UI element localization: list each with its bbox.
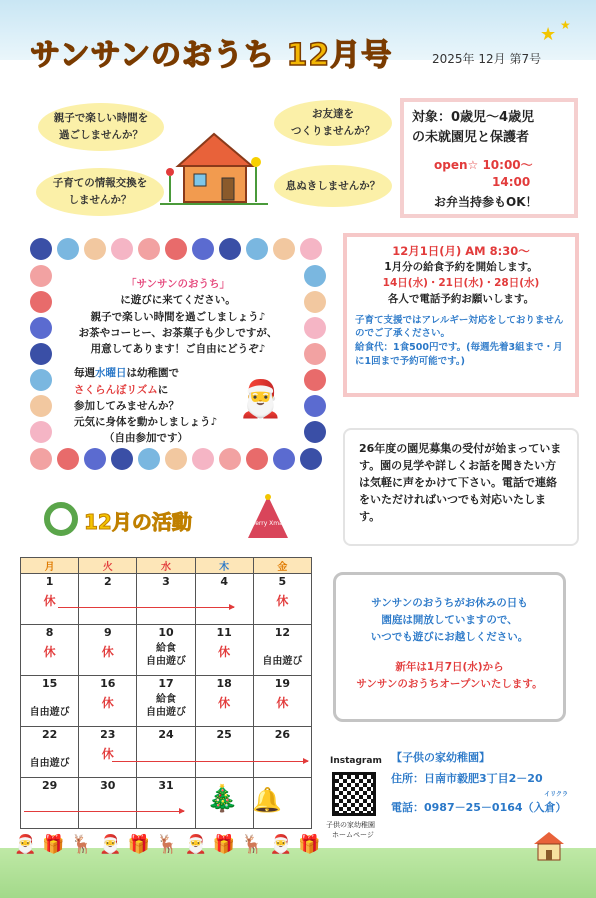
- frame-dot-icon: [30, 448, 52, 470]
- holiday-line: サンサンのおうちオープンいたします。: [356, 678, 543, 691]
- newsletter-title: サンサンのおうち 12月号: [30, 38, 393, 73]
- lunch-info-box: [343, 233, 579, 397]
- calendar-day-cell: [253, 574, 311, 625]
- welcome-line: 毎週: [74, 367, 95, 380]
- frame-dot-icon: [273, 448, 295, 470]
- frame-dot-icon: [304, 369, 326, 391]
- day-activity: 休: [43, 645, 56, 659]
- calendar-day-cell: [137, 778, 195, 829]
- xmas-tree-card-icon: [246, 494, 290, 540]
- calendar-week-row: [21, 625, 312, 676]
- day-number: 17: [158, 677, 174, 690]
- calendar-day-cell: [253, 676, 311, 727]
- day-number: 10: [158, 626, 174, 639]
- day-number: 1: [45, 575, 54, 588]
- qr-code[interactable]: [332, 772, 376, 816]
- frame-dot-icon: [304, 265, 326, 287]
- frame-dot-icon: [246, 448, 268, 470]
- target-hours-box: [400, 98, 578, 218]
- day-number: 16: [100, 677, 116, 690]
- day-activity: 休: [43, 594, 56, 608]
- calendar-day-cell: [21, 727, 79, 778]
- recruitment-notice: 26年度の園児募集の受付が始まっています。園の見学や詳しくお話を聞きたい方は気軽に声をかけて下さい。電話で連絡をいただければいつでも対応いたします。: [343, 428, 579, 546]
- calendar-day-cell: [137, 625, 195, 676]
- day-number: 31: [158, 779, 174, 792]
- calendar-day-cell: [21, 778, 79, 829]
- welcome-line: は幼稚園で: [126, 367, 179, 380]
- issue-number: 2025年 12月 第7号: [432, 52, 542, 66]
- welcome-line: に遊びに来てください。: [120, 294, 236, 307]
- rhythm-name: さくらんぼリズム: [74, 383, 158, 396]
- frame-dot-icon: [30, 395, 52, 417]
- frame-dot-icon: [165, 238, 187, 260]
- calendar-day-cell: [253, 727, 311, 778]
- day-number: 23: [100, 728, 116, 741]
- day-number: 9: [103, 626, 112, 639]
- frame-dot-icon: [273, 238, 295, 260]
- calendar-day-cell: [137, 727, 195, 778]
- calendar-week-row: [21, 727, 312, 778]
- holiday-line: いつでも遊びにお越しください。: [370, 630, 529, 643]
- day-number: 30: [100, 779, 116, 792]
- contact-info: [391, 748, 576, 819]
- calendar-day-cell: [195, 676, 253, 727]
- day-number: 22: [41, 728, 58, 741]
- welcome-line: に: [157, 383, 169, 396]
- xmas-card-text: Merry Xmas: [250, 520, 286, 527]
- allergy-note: 子育て支援ではアレルギー対応をしておりませんのでご了承ください。: [355, 314, 564, 340]
- calendar-day-cell: [79, 574, 137, 625]
- welcome-line: 参加してみませんか？: [74, 399, 179, 412]
- kindergarten-name: 【子供の家幼稚園】: [391, 751, 490, 764]
- xmas-decoration-row: 🎅🎁🦌🎅🎁🦌🎅🎁🦌🎅🎁: [14, 834, 327, 855]
- calendar-day-cell: [195, 727, 253, 778]
- target-line-1: 対象：0歳児～4歳児: [412, 110, 535, 125]
- frame-dot-icon: [57, 448, 79, 470]
- lunch-fee: 給食代：1食500円です。(毎週先着3組まで・月に1回まで予約可能です。): [355, 342, 563, 367]
- welcome-line: 元気に身体を動かしましょう♪: [74, 416, 218, 429]
- lunch-line: 1月分の給食予約を開始します。: [384, 261, 538, 274]
- frame-dot-icon: [300, 448, 322, 470]
- calendar-day-cell: [253, 625, 311, 676]
- frame-dot-icon: [138, 238, 160, 260]
- house-illustration: [160, 128, 268, 212]
- wednesday-label: 水曜日: [95, 367, 127, 380]
- calendar-day-cell: [195, 574, 253, 625]
- day-activity: 休: [101, 645, 114, 659]
- calendar-day-cell: [137, 676, 195, 727]
- small-house-icon: [532, 830, 566, 862]
- star-icon: ★: [540, 24, 557, 45]
- wreath-icon: [44, 502, 78, 536]
- calendar-day-cell: [79, 727, 137, 778]
- day-activity: 休: [276, 696, 289, 710]
- day-number: 26: [274, 728, 291, 741]
- activities-title: 12月の活動: [84, 510, 192, 534]
- day-activity: 自由遊び: [262, 656, 303, 667]
- weekday-thu: 木: [195, 558, 253, 574]
- bubble-take-a-break: 息ぬきしませんか？: [274, 165, 392, 207]
- day-activity: 休: [218, 645, 231, 659]
- day-number: 3: [162, 575, 170, 588]
- calendar-week-row: [21, 574, 312, 625]
- calendar-day-cell: [21, 574, 79, 625]
- day-activity: 給食 自由遊び: [145, 643, 186, 667]
- day-activity: 休: [218, 696, 231, 710]
- frame-dot-icon: [111, 448, 133, 470]
- day-activity: 給食 自由遊び: [145, 694, 186, 718]
- frame-dot-icon: [57, 238, 79, 260]
- day-activity: 休: [276, 594, 289, 608]
- frame-dot-icon: [30, 317, 52, 339]
- day-number: 15: [41, 677, 58, 690]
- bubble-info-exchange: 子育ての情報交換を しませんか？: [36, 168, 164, 216]
- frame-dot-icon: [84, 238, 106, 260]
- frame-dot-icon: [30, 265, 52, 287]
- frame-dot-icon: [246, 238, 268, 260]
- holiday-line: サンサンのおうちがお休みの日も: [371, 597, 528, 609]
- holiday-span-arrow: [24, 811, 184, 812]
- frame-dot-icon: [304, 343, 326, 365]
- calendar-day-cell: [79, 778, 137, 829]
- frame-dot-icon: [304, 421, 326, 443]
- weekday-tue: 火: [79, 558, 137, 574]
- phone-number[interactable]: 電話：0987－25－0164（入倉）: [391, 800, 567, 814]
- holiday-line: 新年は1月7日(水)から: [395, 661, 504, 674]
- calendar-day-cell: [195, 625, 253, 676]
- day-activity: 休: [101, 747, 114, 761]
- frame-dot-icon: [192, 238, 214, 260]
- qr-caption: ホームページ: [332, 831, 374, 839]
- day-number: 19: [274, 677, 291, 690]
- qr-caption: 子供の家幼稚園: [326, 821, 375, 829]
- day-number: 5: [278, 575, 287, 588]
- bento-note: お弁当持参もOK！: [434, 194, 538, 209]
- welcome-line: お茶やコーヒー、お茶菓子も少しですが、: [78, 326, 278, 339]
- day-activity: 自由遊び: [29, 707, 70, 718]
- frame-dot-icon: [304, 317, 326, 339]
- frame-dot-icon: [30, 238, 52, 260]
- frame-dot-icon: [219, 448, 241, 470]
- day-number: 4: [220, 575, 228, 588]
- close-time: 14:00: [492, 174, 531, 189]
- bell-wreath-icon: 🔔: [252, 786, 282, 814]
- day-activity: 休: [101, 696, 114, 710]
- frame-dot-icon: [111, 238, 133, 260]
- calendar-day-cell: [21, 625, 79, 676]
- welcome-line: 「サンサンのおうち」: [126, 278, 230, 290]
- frame-dot-icon: [30, 291, 52, 313]
- day-number: 25: [216, 728, 232, 741]
- frame-dot-icon: [192, 448, 214, 470]
- bubble-make-friends: お友達を つくりませんか？: [274, 100, 392, 146]
- frame-dot-icon: [304, 395, 326, 417]
- weekday-fri: 金: [253, 558, 311, 574]
- grass-ground: [0, 848, 596, 898]
- frame-dot-icon: [219, 238, 241, 260]
- day-number: 29: [41, 779, 58, 792]
- santa-icon: 🎅: [238, 379, 283, 420]
- frame-dot-icon: [30, 369, 52, 391]
- calendar-day-cell: [21, 676, 79, 727]
- bubble-family-time: 親子で楽しい時間を 過ごしませんか？: [38, 103, 164, 151]
- day-number: 18: [216, 677, 232, 690]
- day-number: 12: [274, 626, 291, 639]
- frame-dot-icon: [304, 291, 326, 313]
- welcome-line: 用意してあります！ご自由にどうぞ♪: [90, 343, 266, 356]
- holiday-span-arrow: [112, 761, 308, 762]
- day-number: 11: [216, 626, 232, 639]
- calendar-day-cell: [137, 574, 195, 625]
- address: 住所：日南市毅肥3丁目2－20: [391, 771, 543, 785]
- frame-dot-icon: [30, 421, 52, 443]
- xmas-tree-icon: 🎄: [206, 784, 239, 814]
- weekday-mon: 月: [21, 558, 79, 574]
- day-number: 24: [158, 728, 174, 741]
- frame-dot-icon: [30, 343, 52, 365]
- day-activity: 自由遊び: [29, 758, 70, 769]
- frame-dot-icon: [165, 448, 187, 470]
- weekday-wed: 水: [137, 558, 195, 574]
- lunch-dates: 14日(水)・21日(水)・28日(水): [382, 277, 540, 289]
- frame-dot-icon: [300, 238, 322, 260]
- lunch-date: 12月1日(月) AM 8:30～: [392, 244, 530, 258]
- frame-dot-icon: [138, 448, 160, 470]
- instagram-label: Instagram: [330, 756, 382, 766]
- calendar-day-cell: [79, 625, 137, 676]
- calendar-week-row: [21, 676, 312, 727]
- phone-ruby: イリクラ: [544, 790, 568, 798]
- welcome-line: （自由参加です）: [104, 432, 188, 445]
- welcome-line: 親子で楽しい時間を過ごしましょう♪: [90, 310, 266, 323]
- holiday-notice: [333, 572, 566, 722]
- target-line-2: の未就園児と保護者: [412, 129, 530, 145]
- welcome-message: [56, 276, 300, 447]
- day-number: 8: [45, 626, 54, 639]
- holiday-span-arrow: [58, 607, 234, 608]
- day-number: 2: [103, 575, 112, 588]
- star-icon: ★: [560, 18, 571, 32]
- holiday-line: 園庭は開放していますので、: [381, 613, 518, 626]
- lunch-line: 各人で電話予約お願いします。: [387, 292, 535, 305]
- frame-dot-icon: [84, 448, 106, 470]
- calendar-day-cell: [79, 676, 137, 727]
- open-time: open☆ 10:00～: [434, 158, 533, 172]
